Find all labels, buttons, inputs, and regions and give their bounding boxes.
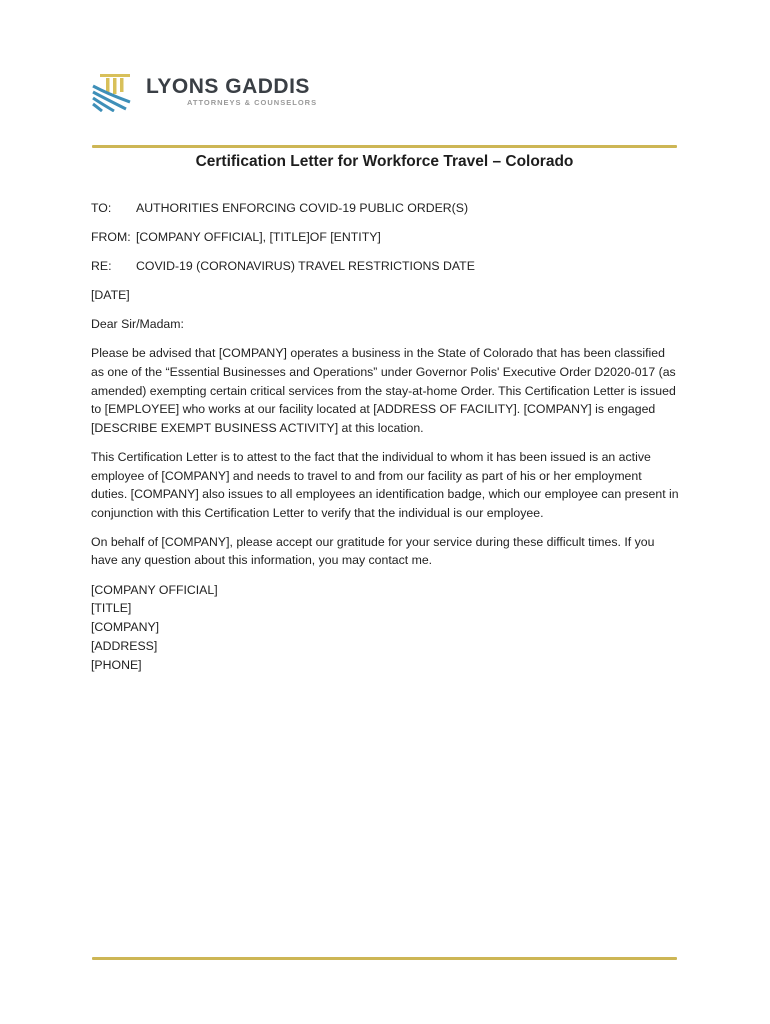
date-line: [DATE] (91, 288, 130, 303)
signature-company: [COMPANY] (91, 620, 160, 635)
top-divider (92, 145, 677, 148)
salutation: Dear Sir/Madam: (91, 317, 184, 332)
paragraph-gratitude: On behalf of [COMPANY], please accept our gratitude for your service during these difficult times. If you have any question about this information, you may contact me. (91, 534, 655, 568)
from-value: [COMPANY OFFICIAL], [TITLE]OF [ENTITY] (136, 230, 381, 245)
firm-tagline: ATTORNEYS & COUNSELORS (187, 98, 318, 107)
from-line (91, 228, 681, 247)
to-value: AUTHORITIES ENFORCING COVID-19 PUBLIC ORDER(S) (136, 201, 469, 215)
re-label: RE: (91, 259, 112, 274)
signature-official: [COMPANY OFFICIAL] (91, 582, 218, 597)
to-line (91, 199, 681, 218)
letter-title: Certification Letter for Workforce Travel – Colorado (195, 153, 574, 170)
re-line (91, 257, 681, 276)
signature-address: [ADDRESS] (91, 638, 158, 653)
from-label: FROM: (91, 230, 131, 245)
firm-logo (92, 72, 317, 112)
letter-body (91, 199, 681, 674)
to-label: TO: (91, 201, 112, 215)
signature-title: [TITLE] (91, 601, 132, 616)
re-value: COVID-19 (CORONAVIRUS) TRAVEL RESTRICTIONS DATE (136, 259, 475, 274)
signature-block (91, 581, 681, 675)
paragraph-essential-business: Please be advised that [COMPANY] operates a business in the State of Colorado that has been classified as one of the “Essential Businesses and Operations” under Governor Polis' Executive Order D2020-017 (as amended) exempting certain critical services from the stay-at-home Order. This Certification Letter is issued to [EMPLOYEE] who works at our facility located at [ADDRESS OF FACILITY]. [COMPANY] is engaged [DESCRIBE EXEMPT BUSINESS ACTIVITY] at this location. (91, 346, 676, 435)
firm-name: LYONS GADDIS (146, 75, 310, 98)
paragraph-attestation: This Certification Letter is to attest to the fact that the individual to whom it has been issued is an active employee of [COMPANY] and needs to travel to and from our facility as part of his or her employment duties. [COMPANY] also issues to all employees an identification badge, which our employee can present in conjunction with this Certification Letter to verify that the individual is our employee. (91, 449, 679, 520)
signature-phone: [PHONE] (91, 657, 142, 672)
columns-logo-icon (92, 72, 132, 112)
bottom-divider (92, 957, 677, 960)
